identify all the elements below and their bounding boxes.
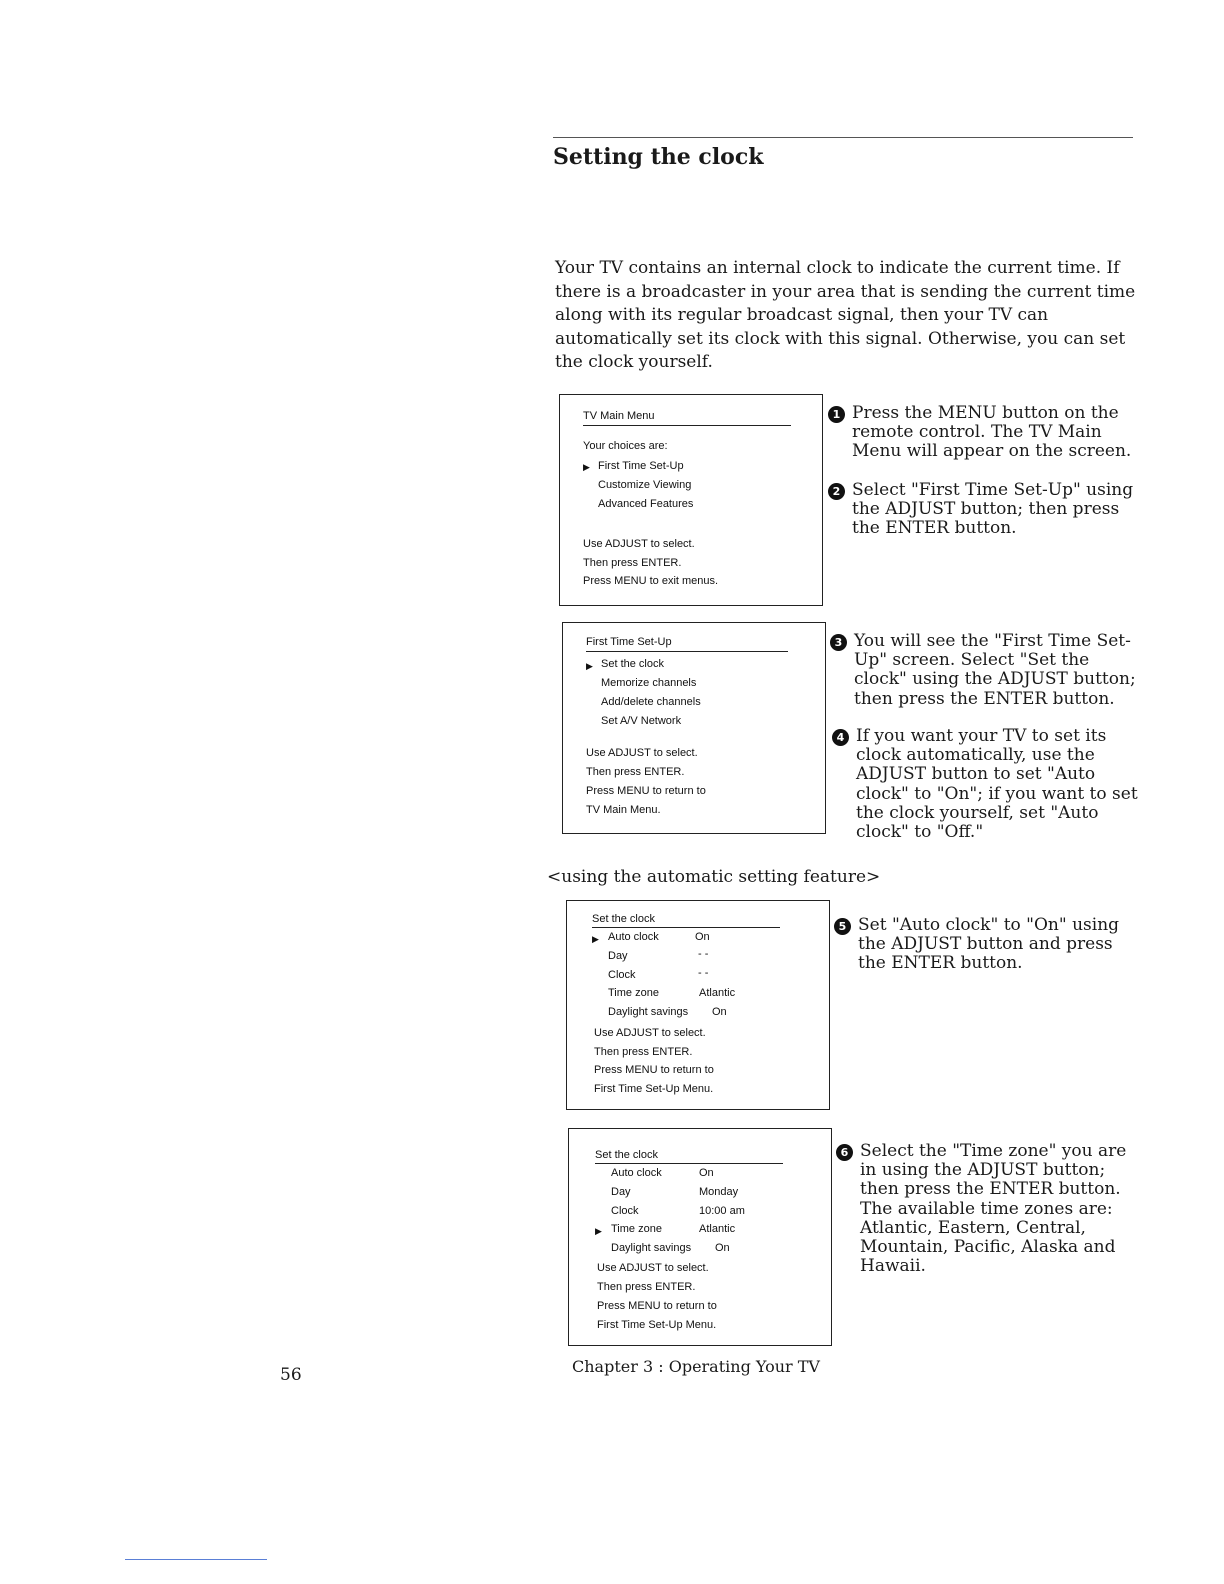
selection-arrow-icon: ▶ bbox=[586, 661, 593, 671]
step-2 bbox=[828, 481, 1136, 539]
setting-label-clock: Clock bbox=[611, 1205, 639, 1217]
header-underline bbox=[583, 425, 791, 426]
intro-paragraph: Your TV contains an internal clock to indicate the current time. If there is a broadcaster in your area that is sending the current time along with its regular broadcast signal, then your TV can automatically set its clock with this signal. Otherwise, you can set the clock yourself. bbox=[555, 258, 1136, 372]
setting-value-auto-clock: On bbox=[695, 931, 710, 943]
setting-value-daylight-savings: On bbox=[712, 1006, 727, 1018]
help-line: Use ADJUST to select. bbox=[594, 1027, 706, 1039]
step-number-badge: 3 bbox=[830, 634, 847, 651]
step-1 bbox=[828, 404, 1136, 462]
menu-item-set-clock: Set the clock bbox=[601, 658, 664, 670]
step-5 bbox=[834, 916, 1134, 974]
selection-arrow-icon: ▶ bbox=[595, 1226, 602, 1236]
step-text: Press the MENU button on the remote control. The TV Main Menu will appear on the screen. bbox=[852, 403, 1132, 462]
setting-value-clock: - - bbox=[698, 967, 709, 979]
setting-label-time-zone: Time zone bbox=[608, 987, 659, 999]
screen-header: First Time Set-Up bbox=[586, 636, 672, 648]
selection-arrow-icon: ▶ bbox=[583, 462, 590, 472]
menu-item-memorize-channels: Memorize channels bbox=[601, 677, 697, 689]
bottom-edge-line bbox=[125, 1559, 267, 1560]
menu-item-first-time-setup: First Time Set-Up bbox=[598, 460, 684, 472]
setting-value-day: - - bbox=[698, 948, 709, 960]
menu-item-add-delete-channels: Add/delete channels bbox=[601, 696, 701, 708]
setting-value-auto-clock: On bbox=[699, 1167, 714, 1179]
step-3 bbox=[830, 632, 1146, 709]
page-number: 56 bbox=[280, 1365, 302, 1385]
header-underline bbox=[586, 651, 788, 652]
step-4 bbox=[832, 727, 1148, 842]
setting-value-daylight-savings: On bbox=[715, 1242, 730, 1254]
tv-main-menu-screen bbox=[559, 394, 823, 606]
setting-label-day: Day bbox=[611, 1186, 631, 1198]
help-line: Then press ENTER. bbox=[594, 1046, 693, 1058]
help-line: Then press ENTER. bbox=[597, 1281, 696, 1293]
setting-value-clock: 10:00 am bbox=[699, 1205, 745, 1217]
help-line: First Time Set-Up Menu. bbox=[594, 1083, 714, 1095]
step-text: Select "First Time Set-Up" using the ADJUST button; then press the ENTER button. bbox=[852, 480, 1134, 539]
setting-value-day: Monday bbox=[699, 1186, 739, 1198]
menu-item-advanced-features: Advanced Features bbox=[598, 498, 694, 510]
setting-label-day: Day bbox=[608, 950, 628, 962]
top-rule bbox=[553, 137, 1133, 138]
help-line: Press MENU to return to bbox=[594, 1064, 714, 1076]
header-underline bbox=[595, 1163, 783, 1164]
step-text: Select the "Time zone" you are in using the ADJUST button; then press the ENTER button. The available time zones are: Atlantic, Eastern, Central, Mountain, Pacific, Alaska and Hawaii. bbox=[860, 1141, 1127, 1277]
help-line: Press MENU to exit menus. bbox=[583, 575, 719, 587]
help-line: Then press ENTER. bbox=[586, 766, 685, 778]
help-line: Use ADJUST to select. bbox=[586, 747, 698, 759]
step-6 bbox=[836, 1142, 1148, 1276]
help-line: Use ADJUST to select. bbox=[597, 1262, 709, 1274]
help-line: Then press ENTER. bbox=[583, 557, 682, 569]
step-text: You will see the "First Time Set-Up" screen. Select "Set the clock" using the ADJUST button; then press the ENTER button. bbox=[854, 631, 1136, 709]
first-time-setup-screen bbox=[562, 622, 826, 834]
menu-item-av-network: Set A/V Network bbox=[601, 715, 682, 727]
step-number-badge: 4 bbox=[832, 729, 849, 746]
screen-header: Set the clock bbox=[595, 1149, 658, 1161]
step-number-badge: 5 bbox=[834, 918, 851, 935]
setting-label-daylight-savings: Daylight savings bbox=[608, 1006, 689, 1018]
header-underline bbox=[592, 927, 780, 928]
help-line: Press MENU to return to bbox=[597, 1300, 717, 1312]
help-line: TV Main Menu. bbox=[586, 804, 661, 816]
help-line: First Time Set-Up Menu. bbox=[597, 1319, 717, 1331]
step-text: Set "Auto clock" to "On" using the ADJUST button and press the ENTER button. bbox=[858, 915, 1120, 974]
setting-value-time-zone: Atlantic bbox=[699, 987, 736, 999]
help-line: Press MENU to return to bbox=[586, 785, 706, 797]
step-number-badge: 1 bbox=[828, 406, 845, 423]
set-clock-time-zone-screen bbox=[568, 1128, 832, 1346]
help-line: Use ADJUST to select. bbox=[583, 538, 695, 550]
selection-arrow-icon: ▶ bbox=[592, 934, 599, 944]
page-title: Setting the clock bbox=[553, 144, 764, 170]
setting-label-auto-clock: Auto clock bbox=[608, 931, 659, 943]
setting-value-time-zone: Atlantic bbox=[699, 1223, 736, 1235]
set-clock-auto-screen bbox=[566, 900, 830, 1110]
section-subheading: <using the automatic setting feature> bbox=[547, 867, 881, 887]
setting-label-clock: Clock bbox=[608, 969, 636, 981]
chapter-footer: Chapter 3 : Operating Your TV bbox=[572, 1357, 820, 1376]
step-number-badge: 2 bbox=[828, 483, 845, 500]
setting-label-time-zone: Time zone bbox=[611, 1223, 662, 1235]
setting-label-daylight-savings: Daylight savings bbox=[611, 1242, 692, 1254]
setting-label-auto-clock: Auto clock bbox=[611, 1167, 662, 1179]
screen-header: TV Main Menu bbox=[583, 410, 655, 422]
screen-header: Set the clock bbox=[592, 913, 655, 925]
step-number-badge: 6 bbox=[836, 1144, 853, 1161]
step-text: If you want your TV to set its clock automatically, use the ADJUST button to set "Auto clock" to "On"; if you want to set the clock yourself, set "Auto clock" to "Off." bbox=[856, 726, 1138, 843]
screen-prompt: Your choices are: bbox=[583, 440, 668, 452]
menu-item-customize-viewing: Customize Viewing bbox=[598, 479, 692, 491]
